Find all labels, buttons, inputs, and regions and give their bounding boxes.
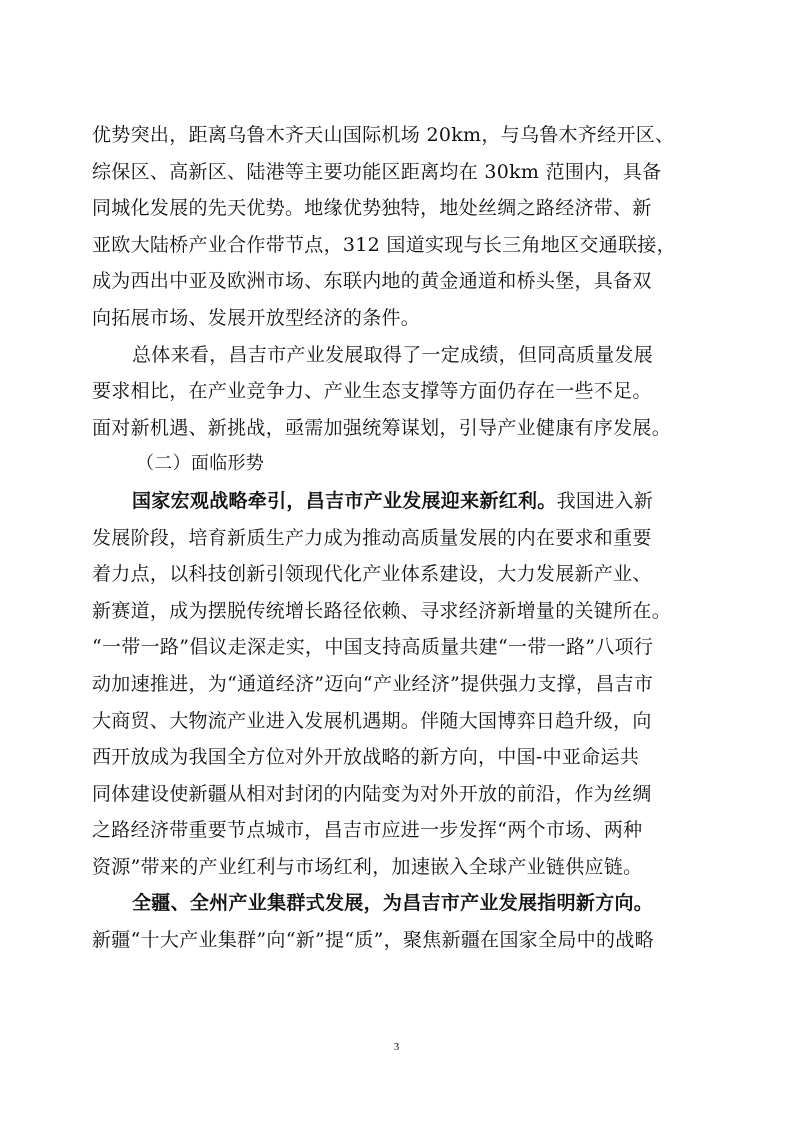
paragraph-line: 成为西出中亚及欧洲市场、东联内地的黄金通道和桥头堡，具备双 xyxy=(92,270,652,293)
paragraph-line xyxy=(92,483,704,520)
section-heading: （二）面临形势 xyxy=(136,453,265,475)
bold-lead-sentence: 国家宏观战略牵引，昌吉市产业发展迎来新红利。 xyxy=(132,489,557,512)
paragraph-line: 发展阶段，培育新质生产力成为推动高质量发展的内在要求和重要 xyxy=(92,526,652,549)
paragraph-line: “一带一路”倡议走深走实，中国支持高质量共建“一带一路”八项行 xyxy=(92,636,654,659)
bold-lead-sentence: 全疆、全州产业集群式发展，为昌吉市产业发展指明新方向。 xyxy=(132,892,654,915)
paragraph-line: 资源”带来的产业红利与市场红利，加速嵌入全球产业链供应链。 xyxy=(92,855,643,878)
paragraph-line: 同体建设使新疆从相对封闭的内陆变为对外开放的前沿，作为丝绸 xyxy=(92,782,652,805)
paragraph-line: 新赛道，成为摆脱传统增长路径依赖、寻求经济新增量的关键所在。 xyxy=(92,599,672,622)
paragraph-line: 新疆“十大产业集群”向“新”提“质”，聚焦新疆在国家全局中的战略 xyxy=(92,929,654,952)
paragraph-line: 优势突出，距离乌鲁木齐天山国际机场 20km，与乌鲁木齐经开区、 xyxy=(92,124,675,146)
paragraph-line: 亚欧大陆桥产业合作带节点，312 国道实现与长三角地区交通联接， xyxy=(92,233,676,256)
paragraph-line: 大商贸、大物流产业进入发展机遇期。伴随大国博弈日趋升级，向 xyxy=(92,709,652,732)
paragraph-line: 要求相比，在产业竞争力、产业生态支撑等方面仍存在一些不足。 xyxy=(92,380,652,403)
paragraph-line: 着力点，以科技创新引领现代化产业体系建设，大力发展新产业、 xyxy=(92,563,652,586)
paragraph-line: 面对新机遇、新挑战，亟需加强统筹谋划，引导产业健康有序发展。 xyxy=(92,416,672,439)
paragraph-line: 西开放成为我国全方位对外开放战略的新方向，中国-中亚命运共 xyxy=(92,746,640,769)
body-text xyxy=(92,117,704,959)
paragraph-line: 向拓展市场、发展开放型经济的条件。 xyxy=(92,306,421,329)
paragraph-line: 同城化发展的先天优势。地缘优势独特，地处丝绸之路经济带、新 xyxy=(92,197,652,220)
paragraph-line: 综保区、高新区、陆港等主要功能区距离均在 30km 范围内，具备 xyxy=(92,160,662,183)
paragraph-text: 我国进入新 xyxy=(556,489,654,512)
paragraph-line: 总体来看，昌吉市产业发展取得了一定成绩，但同高质量发展 xyxy=(132,343,654,366)
paragraph-line: 动加速推进，为“通道经济”迈向“产业经济”提供强力支撑，昌吉市 xyxy=(92,672,654,695)
paragraph-line: 之路经济带重要节点城市，昌吉市应进一步发挥“两个市场、两种 xyxy=(92,819,643,842)
page-number: 3 xyxy=(393,1041,400,1053)
